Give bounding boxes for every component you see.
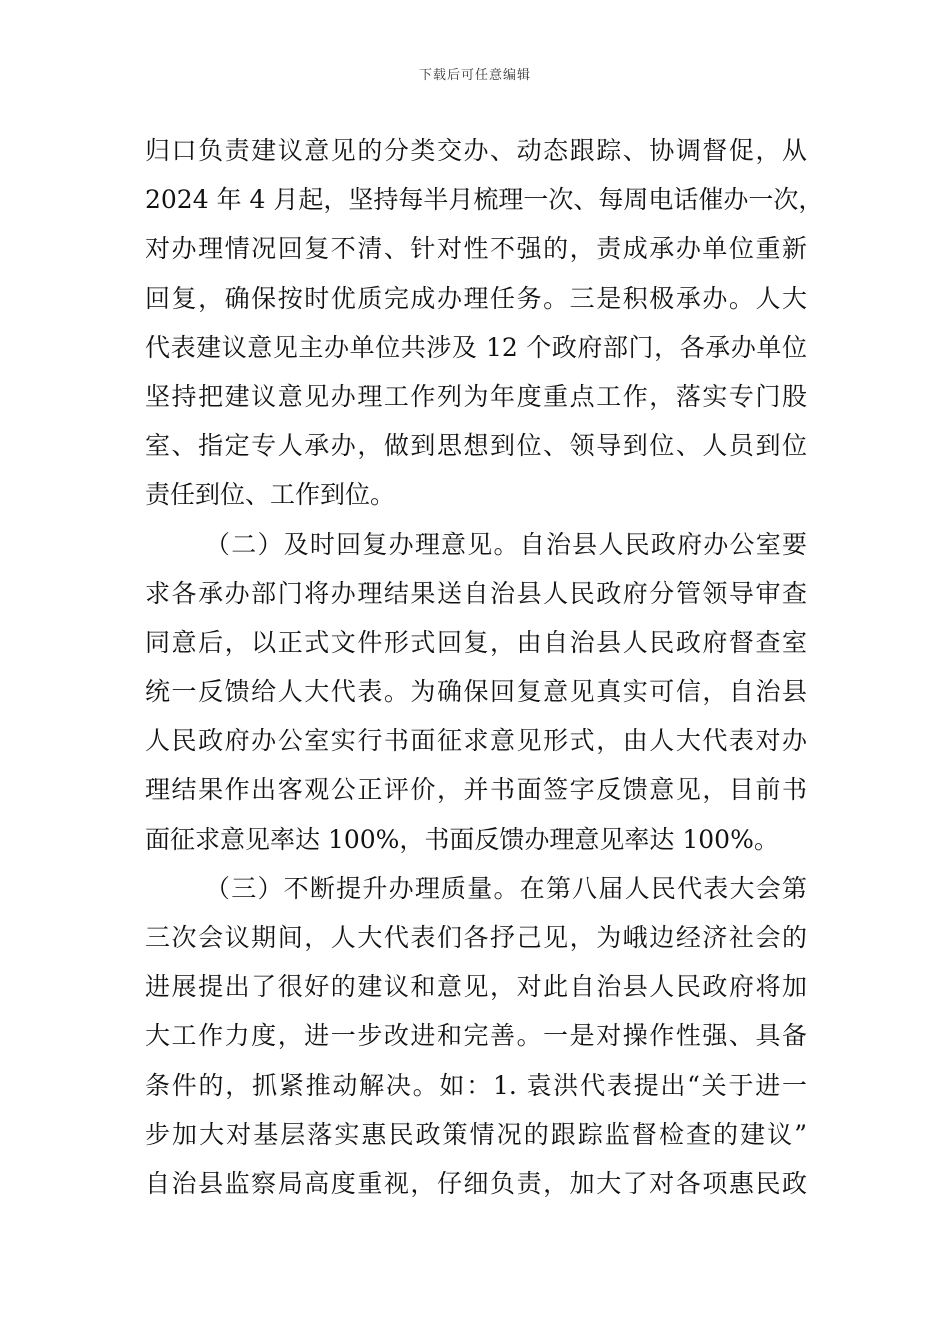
text-line: 归口负责建议意见的分类交办、动态跟踪、协调督促，从 bbox=[145, 136, 807, 165]
text-line: 求各承办部门将办理结果送自治县人民政府分管领导审查 bbox=[145, 578, 807, 608]
text-line: 面征求意见率达 100%，书面反馈办理意见率达 100%。 bbox=[145, 824, 779, 854]
text-line: 步加大对基层落实惠民政策情况的跟踪监督检查的建议” bbox=[145, 1119, 807, 1149]
text-line: 自治县监察局高度重视，仔细负责，加大了对各项惠民政 bbox=[145, 1168, 807, 1198]
text-line: 坚持把建议意见办理工作列为年度重点工作，落实专门股 bbox=[145, 381, 807, 411]
text-line: 理结果作出客观公正评价，并书面签字反馈意见，目前书 bbox=[145, 775, 807, 805]
text-line: 统一反馈给人大代表。为确保回复意见真实可信，自治县 bbox=[145, 677, 807, 707]
document-body bbox=[145, 126, 824, 1208]
text-line: （二）及时回复办理意见。自治县人民政府办公室要 bbox=[205, 529, 807, 559]
text-line: 代表建议意见主办单位共涉及 12 个政府部门，各承办单位 bbox=[145, 332, 807, 362]
text-line: 室、指定专人承办，做到思想到位、领导到位、人员到位 bbox=[145, 431, 807, 461]
text-line: 责任到位、工作到位。 bbox=[145, 480, 396, 510]
text-line: 大工作力度，进一步改进和完善。一是对操作性强、具备 bbox=[145, 1021, 807, 1051]
text-line: 2024 年 4 月起，坚持每半月梳理一次、每周电话催办一次， bbox=[145, 185, 824, 215]
text-line: （三）不断提升办理质量。在第八届人民代表大会第 bbox=[205, 873, 807, 903]
text-line: 对办理情况回复不清、针对性不强的，责成承办单位重新 bbox=[145, 234, 807, 264]
page-header: 下载后可任意编辑 bbox=[418, 68, 531, 83]
text-line: 回复，确保按时优质完成办理任务。三是积极承办。人大 bbox=[145, 283, 807, 313]
text-line: 同意后，以正式文件形式回复，由自治县人民政府督查室 bbox=[145, 627, 807, 657]
text-line: 人民政府办公室实行书面征求意见形式，由人大代表对办 bbox=[145, 726, 807, 756]
text-line: 条件的，抓紧推动解决。如：1. 袁洪代表提出“关于进一 bbox=[145, 1070, 807, 1100]
text-line: 进展提出了很好的建议和意见，对此自治县人民政府将加 bbox=[145, 972, 807, 1002]
text-line: 三次会议期间，人大代表们各抒己见，为峨边经济社会的 bbox=[145, 923, 807, 952]
